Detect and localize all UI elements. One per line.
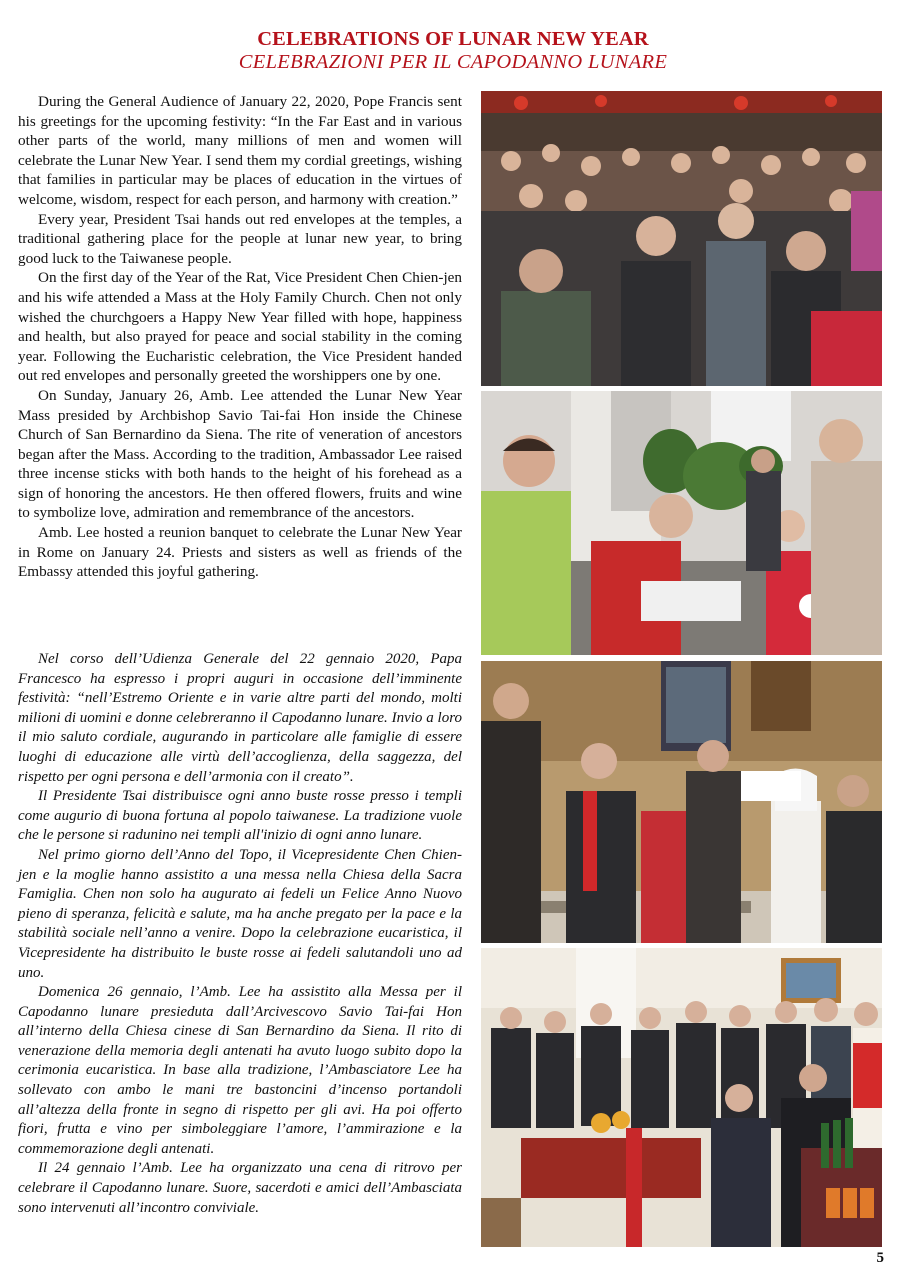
page-number: 5	[876, 1250, 884, 1266]
italian-paragraph: Nel primo giorno dell’Anno del Topo, il Vicepresidente Chen Chien-jen e la moglie hanno assistito a una messa nella Chiesa della Sacra Famiglia. Chen non solo ha augurato ai fedeli un Felice Anno Nuovo pieno di speranza, felicità e salute, ma ha anche pregato per la pace e la stabilità sociale nell’anno a venire. Dopo la celebrazione eucaristica, il Vicepresidente ha distribuito le buste rosse ai fedeli salutandoli uno ad uno.	[18, 846, 462, 981]
italian-text-column	[18, 650, 462, 1218]
italian-paragraph: Domenica 26 gennaio, l’Amb. Lee ha assistito alla Messa per il Capodanno lunare presieduta dall’Arcivescovo Savio Tai-fai Hon all’interno della Chiesa cinese di San Bernardino da Siena. Il rito di venerazione della memoria degli antenati ha avuto luogo subito dopo la cerimonia eucaristica. In base alla tradizione, l’Ambasciatore Lee ha sollevato con ambo le mani tre bastoncini d’incenso portandoli all’altezza della fronte in segno di rispetto per gli avi. Ha poi offerto fiori, frutta e vino per simboleggiare l’amore, l’ammirazione e la commemorazione degli antenati.	[18, 984, 462, 1157]
english-paragraph: On Sunday, January 26, Amb. Lee attended the Lunar New Year Mass presided by Archbishop Savio Tai-fai Hon inside the Chinese Church of San Bernardino da Siena. The rite of veneration of ancestors began after the Mass. According to the tradition, Ambassador Lee raised three incense sticks with both hands to the height of his forehead as a sign of honoring the ancestors. He then offered flowers, fruits and wine to symbolize love, admiration and remembrance of the ancestors.	[18, 386, 462, 522]
italian-paragraph: Il 24 gennaio l’Amb. Lee ha organizzato una cena di ritrovo per celebrare il Capodanno lunare. Suore, sacerdoti e amici dell’Ambasciata sono intervenuti all’incontro conviviale.	[18, 1160, 462, 1216]
photo-ancestor-rite	[481, 661, 882, 943]
english-paragraph: During the General Audience of January 22, 2020, Pope Francis sent his greetings for the upcoming festivity: “In the Far East and in various other parts of the world, many millions of men and women will celebrate the Lunar New Year. I send them my cordial greetings, wishing that families in particular may be places of education in the virtues of welcome, wisdom, respect for each person, and harmony with creation.”	[18, 93, 462, 208]
english-text-column	[18, 92, 462, 582]
english-paragraph: On the first day of the Year of the Rat, Vice President Chen Chien-jen and his wife attended a Mass at the Holy Family Church. Chen not only wished the churchgoers a Happy New Year filled with hope, happiness and health, but also prayed for peace and social stability in the coming year. Following the Eucharistic celebration, the Vice President handed out red envelopes and personally greeted the worshippers one by one.	[18, 269, 462, 385]
title-english: CELEBRATIONS OF LUNAR NEW YEAR	[257, 28, 649, 50]
title-italian: CELEBRAZIONI PER IL CAPODANNO LUNARE	[238, 51, 668, 73]
photo-reunion-banquet	[481, 948, 882, 1247]
photo-church-greeting	[481, 391, 882, 655]
photo-temple-crowd	[481, 91, 882, 386]
page-title	[0, 28, 906, 74]
italian-paragraph: Nel corso dell’Udienza Generale del 22 gennaio 2020, Papa Francesco ha espresso i propri auguri in occasione dell’imminente festività: “nell’Estremo Oriente e in varie altre parti del mondo, molti milioni di uomini e donne celebreranno il Capodanno lunare. Invio a loro il mio saluto cordiale, augurando in particolare alle famiglie di essere luoghi di educazione alle virtù dell’accoglienza, della saggezza, del rispetto per ogni persona e dell’armonia con il creato”.	[18, 651, 462, 785]
italian-paragraph: Il Presidente Tsai distribuisce ogni anno buste rosse presso i templi come augurio di buona fortuna al popolo taiwanese. La tradizione vuole che le persone si radunino nei templi all'inizio di ogni anno lunare.	[18, 788, 462, 844]
english-paragraph: Every year, President Tsai hands out red envelopes at the temples, a traditional gathering place for the people at lunar new year, to bring good luck to the Taiwanese people.	[18, 210, 462, 267]
english-paragraph: Amb. Lee hosted a reunion banquet to celebrate the Lunar New Year in Rome on January 24. Priests and sisters as well as friends of the Embassy attended this joyful gathering.	[18, 524, 462, 581]
